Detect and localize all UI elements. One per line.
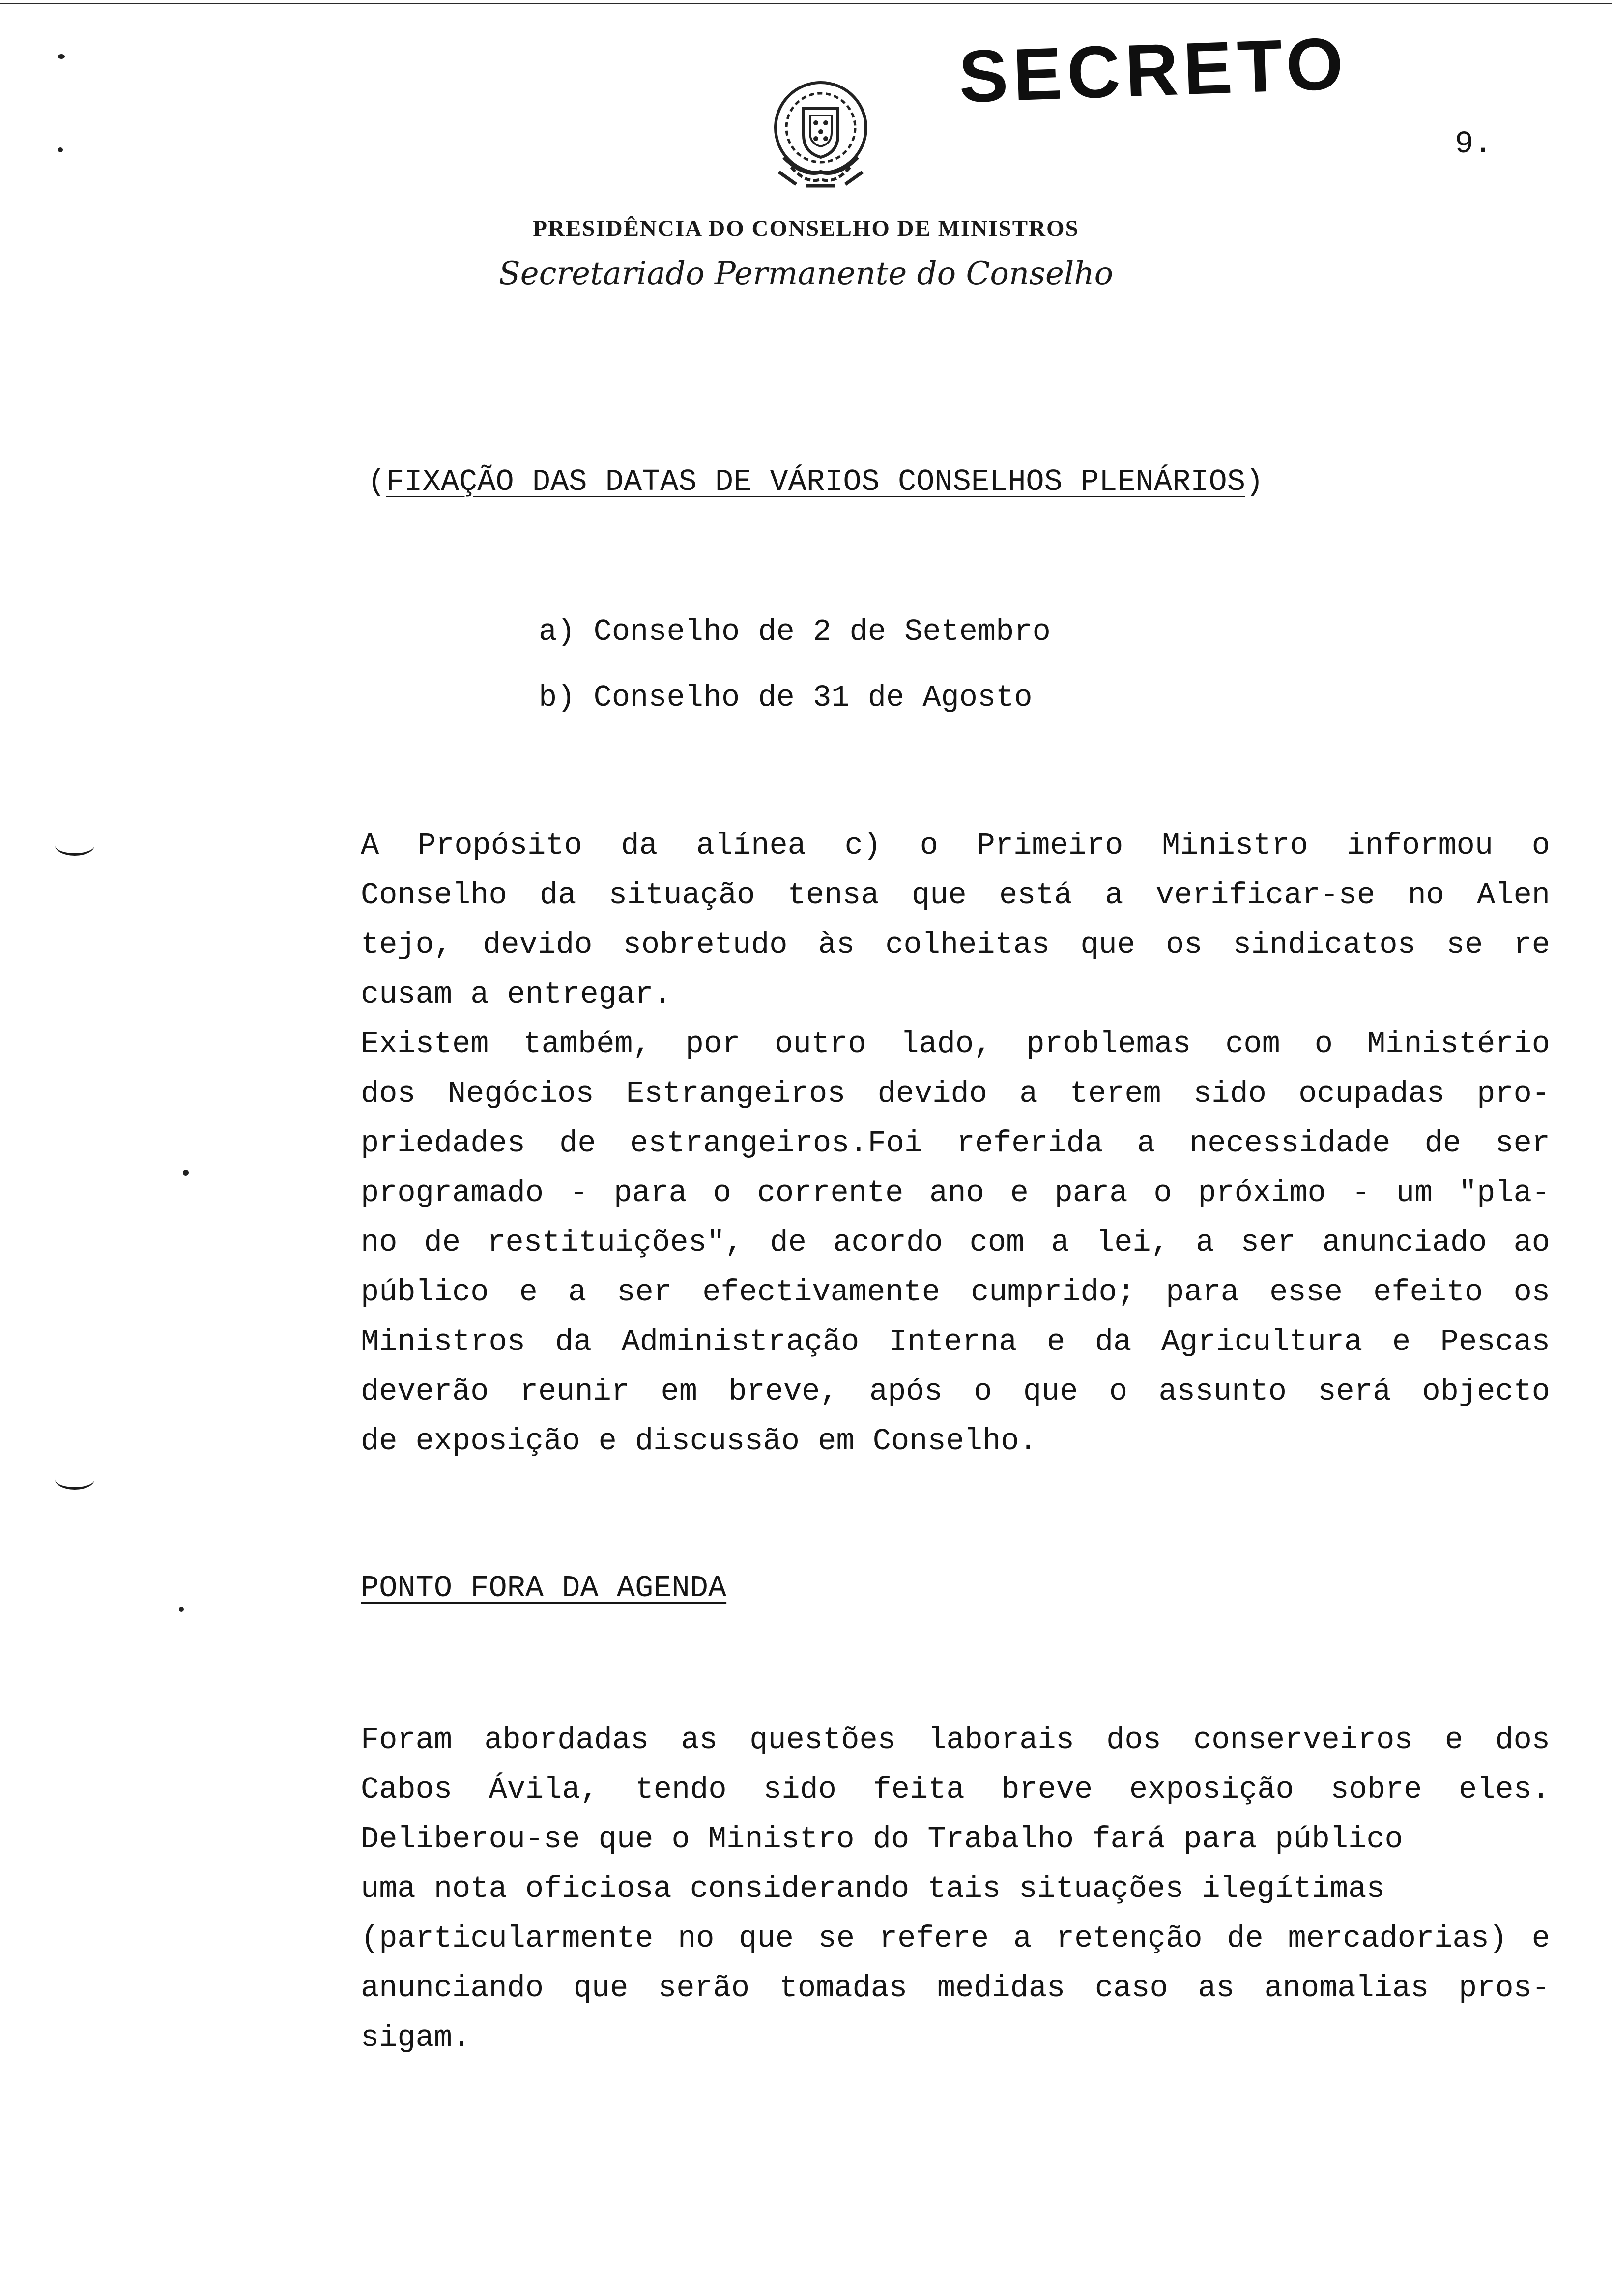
paragraph-line: de exposição e discussão em Conselho. [361, 1424, 1037, 1459]
paragraph-line: anunciando que serão tomadas medidas caso as anomalias pros- [361, 1971, 1550, 2006]
department-name: Secretariado Permanente do Conselho [498, 256, 1114, 292]
paragraph-line: no de restituições", de acordo com a lei, a ser anunciado ao [361, 1225, 1550, 1260]
organization-name: PRESIDÊNCIA DO CONSELHO DE MINISTROS [533, 216, 1079, 241]
coat-of-arms-seal-icon [764, 74, 877, 197]
paragraph-line: Existem também, por outro lado, problemas com o Ministério [361, 1027, 1550, 1062]
secret-stamp: SECRETO [957, 22, 1350, 118]
paragraph-line: priedades de estrangeiros.Foi referida a necessidade de ser [361, 1126, 1550, 1161]
top-rule [0, 3, 1612, 4]
scan-mark [58, 54, 65, 59]
paragraph-line: tejo, devido sobretudo às colheitas que os sindicatos se re [361, 927, 1550, 962]
section-title: PONTO FORA DA AGENDA [361, 1571, 727, 1606]
paragraph-line: programado - para o corrente ano e para o próximo - um "pla- [361, 1176, 1550, 1210]
agenda-item: a) Conselho de 2 de Setembro [539, 614, 1051, 649]
paragraph-line: Ministros da Administração Interna e da Agricultura e Pescas [361, 1324, 1550, 1359]
paragraph-line: Foram abordadas as questões laborais dos conserveiros e dos [361, 1722, 1550, 1757]
heading-open-paren: ( [368, 464, 386, 499]
paragraph-line: A Propósito da alínea c) o Primeiro Ministro informou o [361, 828, 1550, 863]
heading-text: FIXAÇÃO DAS DATAS DE VÁRIOS CONSELHOS PLENÁRIOS [386, 464, 1245, 499]
page-number: 9. [1455, 127, 1493, 162]
paragraph-line: sigam. [361, 2020, 471, 2055]
paragraph-line: (particularmente no que se refere a retenção de mercadorias) e [361, 1921, 1550, 1956]
paragraph-labour [361, 1715, 1550, 2063]
heading-close-paren: ) [1245, 464, 1264, 499]
scan-mark [58, 147, 63, 152]
paragraph-line: Cabos Ávila, tendo sido feita breve exposição sobre eles. [361, 1772, 1550, 1807]
paragraph-line: público e a ser efectivamente cumprido; para esse efeito os [361, 1275, 1550, 1310]
paragraph-line: cusam a entregar. [361, 977, 672, 1012]
binding-hole-mark [55, 1469, 94, 1490]
agenda-item: b) Conselho de 31 de Agosto [539, 680, 1033, 715]
scan-mark [179, 1607, 184, 1612]
binding-hole-mark [55, 835, 94, 856]
paragraph-line: Deliberou-se que o Ministro do Trabalho fará para público [361, 1822, 1403, 1857]
paragraph-line: deverão reunir em breve, após o que o assunto será objecto [361, 1374, 1550, 1409]
section-heading [368, 464, 1264, 499]
paragraph-situation [361, 821, 1550, 1466]
paragraph-line: uma nota oficiosa considerando tais situações ilegítimas [361, 1871, 1385, 1906]
paragraph-line: dos Negócios Estrangeiros devido a terem sido ocupadas pro- [361, 1076, 1550, 1111]
scan-mark [183, 1170, 189, 1176]
paragraph-line: Conselho da situação tensa que está a verificar-se no Alen [361, 878, 1550, 913]
